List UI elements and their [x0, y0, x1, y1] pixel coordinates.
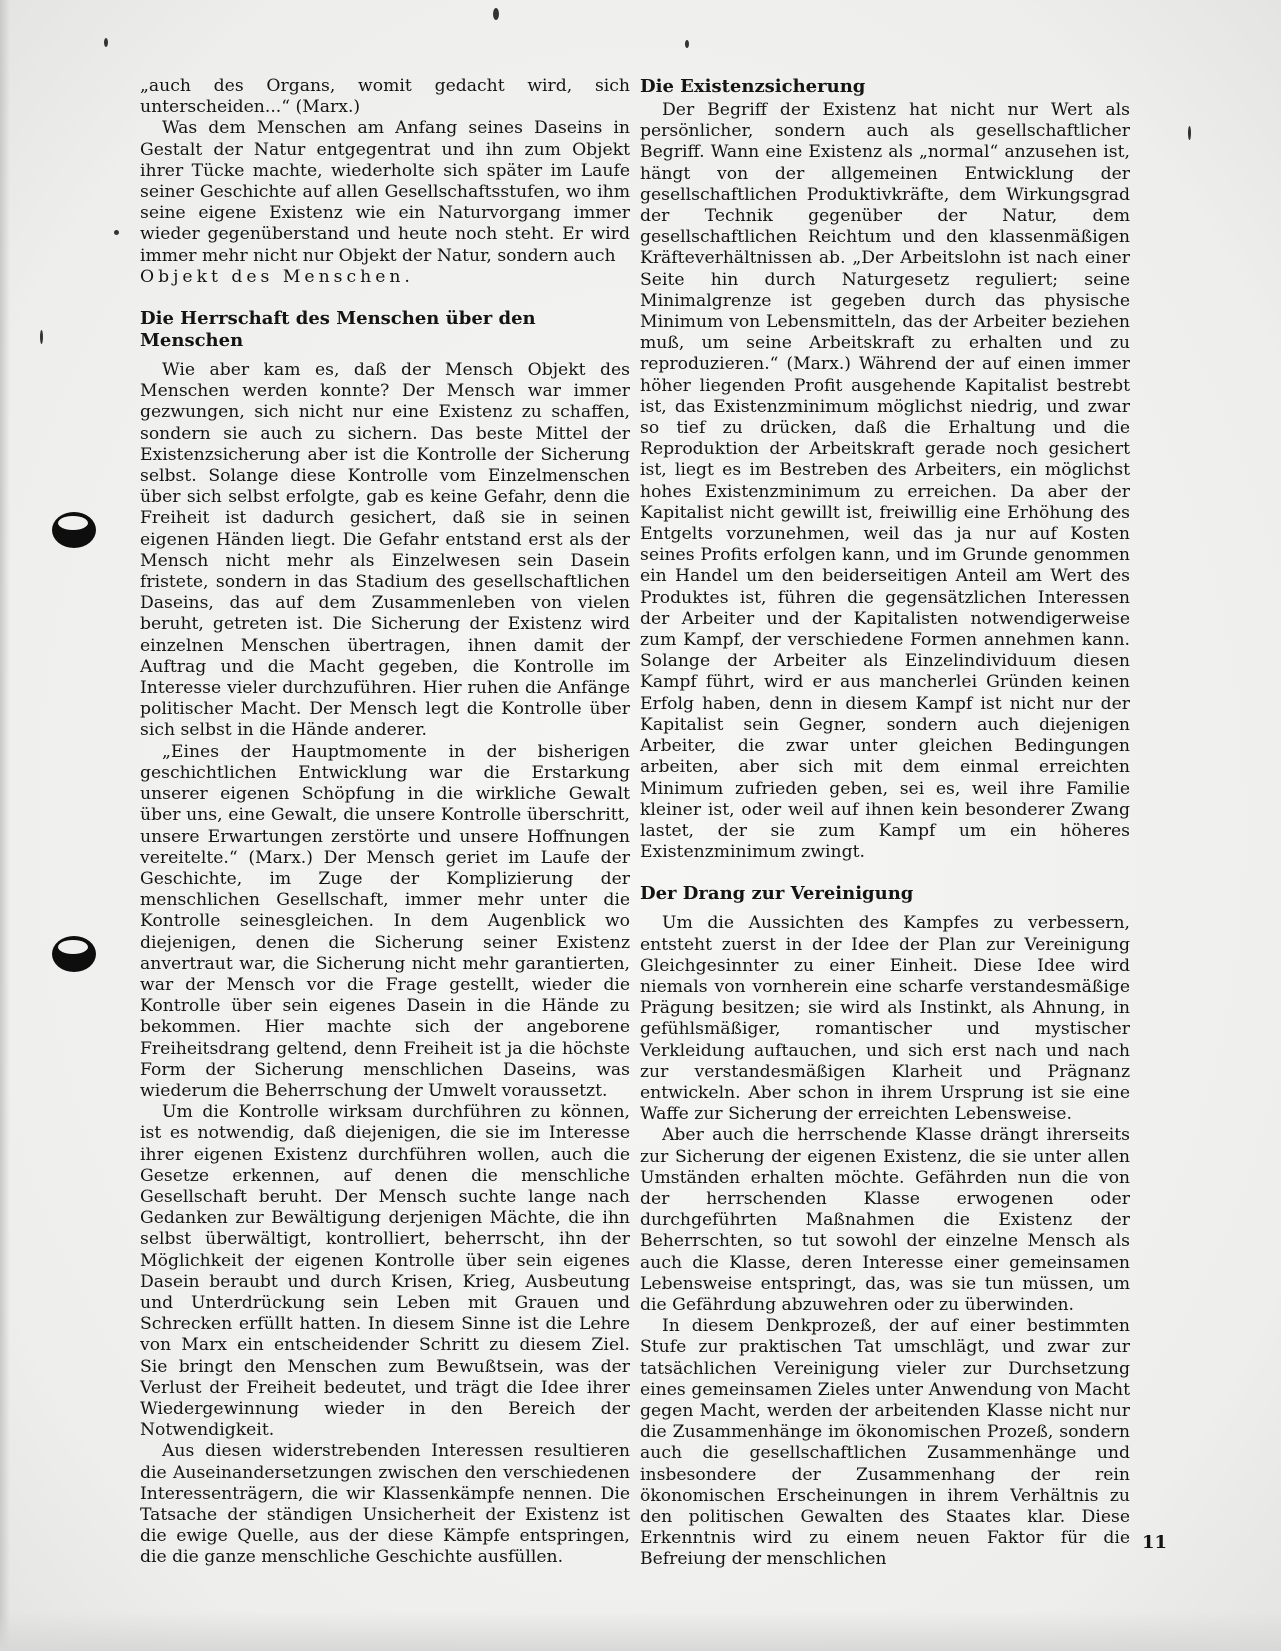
paragraph: Um die Kontrolle wirksam durchführen zu können, ist es notwendig, daß diejenigen, die sie im Interesse ihrer eigenen Existenz durchführen wollen, auch die Gesetze erkennen, auf denen die menschliche Gesellschaft beruht. Der Mensch suchte lange nach Gedanken zur Bewältigung derjenigen Mächte, die ihn selbst überwältigt, kontrolliert, beherrscht, ihn der Möglichkeit der eigenen Kontrolle über sein eigenes Dasein beraubt und durch Krisen, Krieg, Ausbeutung und Unterdrückung sein Leben mit Grauen und Schrecken erfüllt hatten. In diesem Sinne ist die Lehre von Marx ein entscheidender Schritt zu diesem Ziel. Sie bringt den Menschen zum Bewußtsein, was der Verlust der Freiheit bedeutet, und trägt die Idee ihrer Wiedergewinnung wieder in den Bereich der Notwendigkeit. [140, 1102, 630, 1441]
paragraph: „auch des Organs, womit gedacht wird, sich unterscheiden...“ (Marx.) [140, 76, 630, 118]
page-edge-shadow [0, 0, 10, 1651]
paragraph: Aber auch die herrschende Klasse drängt ihrerseits zur Sicherung der eigenen Existenz, die sie unter allen Umständen erhalten möchte. Gefährden nun die von der herrschenden Klasse erwogenen oder durchgeführten Maßnahmen die Existenz der Beherrschten, so tut sowohl der einzelne Mensch als auch die Klasse, deren Interesse einer gemeinsamen Lebensweise entspringt, das, was sie tun müssen, um die Gefährdung abzuwehren oder zu überwinden. [640, 1125, 1130, 1315]
left-column [140, 76, 630, 1569]
paragraph: Aus diesen widerstrebenden Interessen resultieren die Auseinandersetzungen zwischen den verschiedenen Interessenträgern, die wir Klassenkämpfe nennen. Die Tatsache der ständigen Unsicherheit der Existenz ist die ewige Quelle, aus der diese Kämpfe entspringen, die die ganze menschliche Geschichte ausfüllen. [140, 1441, 630, 1568]
section-heading: Der Drang zur Vereinigung [640, 883, 914, 905]
right-column [640, 76, 1130, 1571]
scan-speck [40, 330, 43, 344]
scan-speck [685, 40, 689, 48]
punch-hole-icon [52, 936, 96, 972]
punch-hole-icon [52, 512, 96, 548]
section-heading: Die Herrschaft des Menschen über den Menschen [140, 308, 536, 352]
scan-speck [1188, 126, 1191, 140]
page-number: 11 [1142, 1532, 1168, 1553]
page-bottom-shadow [0, 1611, 1281, 1651]
paragraph: Was dem Menschen am Anfang seines Daseins in Gestalt der Natur entgegentrat und ihn zum Objekt ihrer Tücke machte, wiederholte sich später im Laufe seiner Geschichte auf allen Gesellschaftsstufen, wo ihm seine eigene Existenz wie ein Naturvorgang immer wieder gegenüberstand und heute noch steht. Er wird immer mehr nicht nur Objekt der Natur, sondern auch [140, 118, 630, 266]
emphasized-line: Objekt des Menschen. [140, 266, 414, 287]
scan-speck [104, 38, 108, 47]
scan-speck [493, 8, 499, 20]
paragraph: Wie aber kam es, daß der Mensch Objekt des Menschen werden konnte? Der Mensch war immer gezwungen, sich nicht nur eine Existenz zu schaffen, sondern sie auch zu sichern. Das beste Mittel der Existenzsicherung aber ist die Kontrolle der Sicherung selbst. Solange diese Kontrolle vom Einzelmenschen über sich selbst erfolgte, gab es keine Gefahr, denn die Freiheit ist dadurch gesichert, daß sie in seinen eigenen Händen liegt. Die Gefahr entstand erst als der Mensch nicht mehr als Einzelwesen sein Dasein fristete, sondern in das Stadium des gesellschaftlichen Daseins, das auf dem Zusammenleben von vielen beruht, getreten ist. Die Sicherung der Existenz wird einzelnen Menschen übertragen, ihnen damit der Auftrag und die Macht gegeben, die Kontrolle im Interesse vieler durchzuführen. Hier ruhen die Anfänge politischer Macht. Der Mensch legt die Kontrolle über sich selbst in die Hände anderer. [140, 360, 630, 741]
section-heading: Die Existenzsicherung [640, 76, 866, 97]
paragraph: „Eines der Hauptmomente in der bisherigen geschichtlichen Entwicklung war die Erstarkung unserer eigenen Schöpfung in die wirkliche Gewalt über uns, eine Gewalt, die unsere Kontrolle überschritt, unsere Erwartungen zerstörte und unsere Hoffnungen vereitelte.“ (Marx.) Der Mensch geriet im Laufe der Geschichte, im Zuge der Komplizierung der menschlichen Gesellschaft, immer mehr unter die Kontrolle seinesgleichen. In dem Augenblick wo diejenigen, denen die Sicherung seiner Existenz anvertraut war, die Sicherung nicht mehr garantierten, war der Mensch vor die Frage gestellt, wieder die Kontrolle über sein eigenes Dasein in die Hände zu bekommen. Hier machte sich der angeborene Freiheitsdrang geltend, denn Freiheit ist ja die höchste Form der Sicherung menschlichen Daseins, was wiederum die Beherrschung der Umwelt voraussetzt. [140, 741, 630, 1101]
paragraph: Um die Aussichten des Kampfes zu verbessern, entsteht zuerst in der Idee der Plan zur Vereinigung Gleichgesinnter zu einer Einheit. Diese Idee wird niemals von vornherein eine scharfe verstandesmäßige Prägung besitzen; sie wird als Instinkt, als Ahnung, in gefühlsmäßiger, romantischer und mystischer Verkleidung auftauchen, und sich erst nach und nach zur verstandesmäßigen Klarheit und Prägnanz entwickeln. Aber schon in ihrem Ursprung ist sie eine Waffe zur Sicherung der erreichten Lebensweise. [640, 913, 1130, 1125]
paragraph: Der Begriff der Existenz hat nicht nur Wert als persönlicher, sondern auch als gesellschaftlicher Begriff. Wann eine Existenz als „normal“ anzusehen ist, hängt von der allgemeinen Entwicklung der gesellschaftlichen Produktivkräfte, dem Wirkungsgrad der Technik gegenüber der Natur, dem gesellschaftlichen Reichtum und den klassenmäßigen Kräfteverhältnissen ab. „Der Arbeitslohn ist nach einer Seite hin durch Naturgesetz reguliert; seine Minimalgrenze ist gegeben durch das physische Minimum von Lebensmitteln, das der Arbeiter beziehen muß, um seine Arbeitskraft zu erhalten und zu reproduzieren.“ (Marx.) Während der auf einen immer höher liegenden Profit ausgehende Kapitalist bestrebt ist, das Existenzminimum möglichst niedrig, und zwar so tief zu drücken, daß die Erhaltung und die Reproduktion der Arbeitskraft gerade noch gesichert ist, liegt es im Bestreben des Arbeiters, ein möglichst hohes Existenzminimum zu erreichen. Da aber der Kapitalist nicht gewillt ist, freiwillig eine Erhöhung des Entgelts vorzunehmen, weil das ja nur auf Kosten seines Profits erfolgen kann, und im Grunde genommen ein Handel um den beiderseitigen Anteil am Wert des Produktes ist, führen die gegensätzlichen Interessen der Arbeiter und der Kapitalisten notwendigerweise zum Kampf, der verschiedene Formen annehmen kann. Solange der Arbeiter als Einzelindividuum diesen Kampf führt, wird er aus mancherlei Gründen keinen Erfolg haben, denn in diesem Kampf ist nicht nur der Kapitalist sein Gegner, sondern auch diejenigen Arbeiter, die zwar unter gleichen Bedingungen arbeiten, aber sich mit dem einmal erreichten Minimum zufrieden geben, sei es, weil ihre Familie kleiner ist, oder weil auf ihnen kein besonderer Zwang lastet, der sie zum Kampf um ein höheres Existenzminimum zwingt. [640, 100, 1130, 863]
paragraph: In diesem Denkprozeß, der auf einer bestimmten Stufe zur praktischen Tat umschlägt, und zwar zur tatsächlichen Vereinigung vieler zur Durchsetzung eines gemeinsamen Zieles unter Anwendung von Macht gegen Macht, werden der arbeitenden Klasse nicht nur die Zusammenhänge im ökonomischen Prozeß, sondern auch die gesellschaftlichen Zusammenhänge und insbesondere der Zusammenhang der rein ökonomischen Erscheinungen in ihrem Verhältnis zu den politischen Gewalten des Staates klar. Diese Erkenntnis wird zu einem neuen Faktor für die Befreiung der menschlichen [640, 1316, 1130, 1570]
scan-speck [114, 230, 119, 235]
